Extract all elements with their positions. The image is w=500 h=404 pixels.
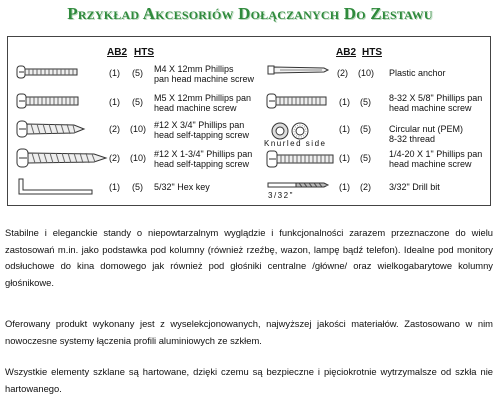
page-title: Przykład Akcesoriów Dołączanych Do Zestawu [67, 4, 433, 23]
ab2-quantity: (1) [109, 97, 120, 107]
ab2-quantity: (2) [109, 124, 120, 134]
machine-screw-icon [16, 93, 82, 109]
hts-quantity: (5) [132, 97, 143, 107]
ab2-quantity: (1) [339, 182, 350, 192]
item-description: Plastic anchor [389, 68, 446, 78]
ab2-quantity: (1) [339, 97, 350, 107]
item-description: 3/32" Drill bit [389, 182, 440, 192]
ab2-quantity: (2) [109, 153, 120, 163]
item-description: M4 X 12mm Phillips pan head machine screw [154, 64, 255, 84]
plastic-anchor-icon [266, 63, 330, 77]
long-self-tapping-screw-icon [16, 147, 108, 169]
knurled-side-caption: Knurled side [264, 139, 327, 148]
item-description: 5/32" Hex key [154, 182, 210, 192]
item-description: #12 X 1-3/4" Phillips pan head self-tapping screw [154, 149, 253, 169]
description-paragraph: Wszystkie elementy szklane są hartowane, dzięki czemu są bezpieczne i pięciokrotnie wytrzymalsze od szkła nie hartowanego. [5, 366, 493, 394]
column-header-ab2: AB2 [336, 47, 357, 58]
hts-quantity: (10) [358, 68, 375, 78]
item-description: M5 X 12mm Phillips pan head machine screw [154, 93, 252, 113]
column-header-ab2: AB2 [107, 47, 128, 58]
hts-quantity: (10) [130, 124, 147, 134]
hts-quantity: (5) [360, 97, 371, 107]
item-description: 1/4-20 X 1" Phillips pan head machine screw [389, 149, 483, 169]
hts-quantity: (10) [130, 153, 147, 163]
hts-quantity: (5) [132, 68, 143, 78]
hts-quantity: (5) [360, 124, 371, 134]
ab2-quantity: (1) [339, 153, 350, 163]
ab2-quantity: (1) [339, 124, 350, 134]
machine-screw-icon [266, 149, 338, 169]
column-header-hts: HTS [134, 47, 154, 58]
description-paragraph: Stabilne i eleganckie standy o niepowtarzalnym wyglądzie i funkcjonalności zarazem przeznaczone do wielu zastosowań m.in. jako podstawka pod kolumny (również rzeźbę, wazon, lampę bądź telefon). Idealne pod monitory odsłuchowe do kina domowego jak również pod głośniki centralne /główne/ oraz wielkogabarytowe kolumny głośnikowe. [5, 227, 493, 288]
hts-quantity: (2) [360, 182, 371, 192]
ab2-quantity: (2) [337, 68, 348, 78]
description-paragraph: Oferowany produkt wykonany jest z wyselekcjonowanych, najwyższej jakości materiałów. Zastosowano w nim nowoczesne systemy łączenia profili aluminiowych ze szkłem. [5, 318, 493, 346]
hts-quantity: (5) [132, 182, 143, 192]
hex-key-icon [16, 177, 96, 197]
drill-size-caption: 3/32" [268, 191, 294, 200]
ab2-quantity: (1) [109, 182, 120, 192]
column-header-hts: HTS [362, 47, 382, 58]
hts-quantity: (5) [360, 153, 371, 163]
drill-bit-icon [266, 179, 330, 191]
accessories-table [7, 36, 491, 206]
item-description: 8-32 X 5/8" Phillips pan head machine screw [389, 93, 483, 113]
circular-nut-icon [270, 121, 314, 141]
machine-screw-icon [266, 93, 332, 109]
item-description: #12 X 3/4" Phillips pan head self-tapping screw [154, 120, 250, 140]
ab2-quantity: (1) [109, 68, 120, 78]
item-description: Circular nut (PEM) 8-32 thread [389, 124, 464, 144]
self-tapping-screw-icon [16, 119, 88, 139]
machine-screw-icon [16, 65, 82, 79]
